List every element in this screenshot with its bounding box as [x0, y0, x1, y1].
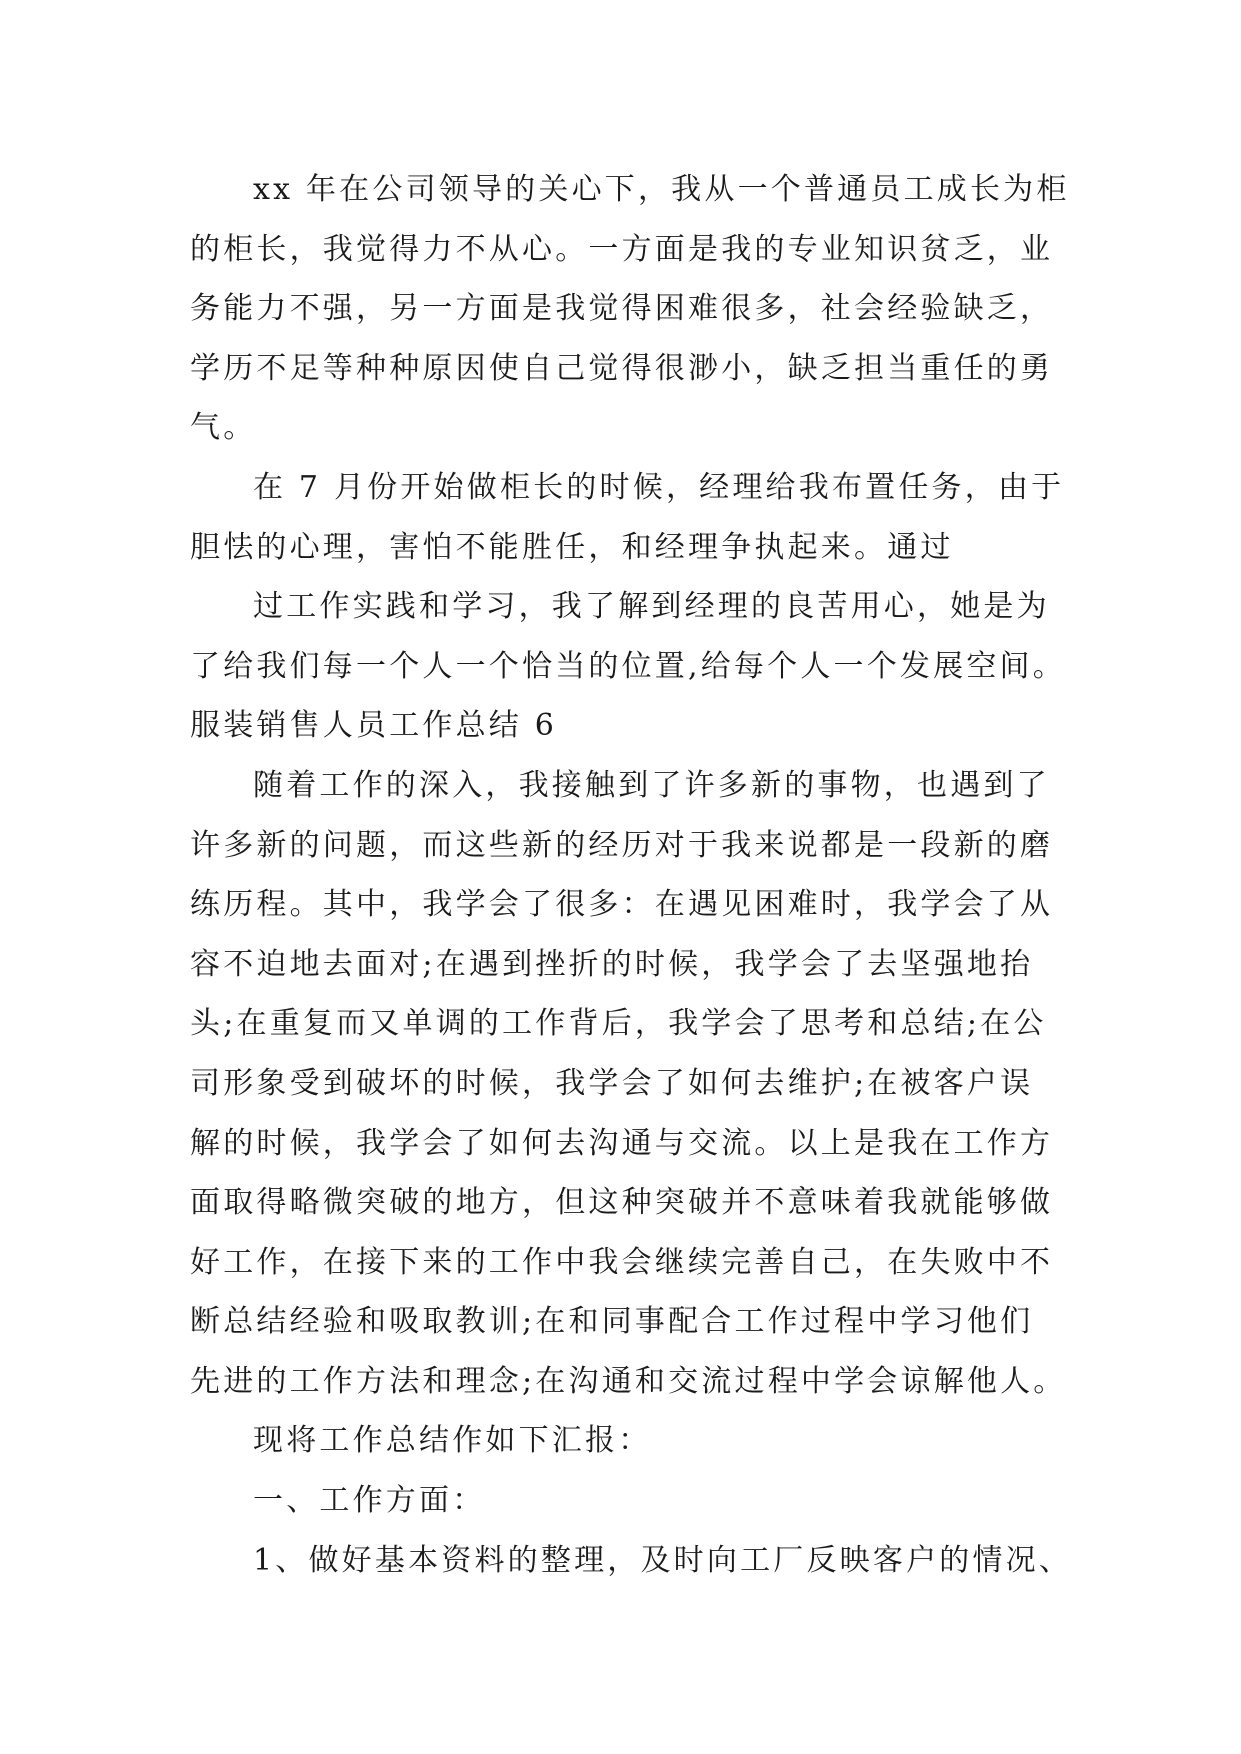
text-line: 现将工作总结作如下汇报：	[253, 1423, 652, 1459]
text-line: 在 7 月份开始做柜长的时候，经理给我布置任务，由于	[253, 469, 1065, 505]
document-body	[190, 160, 1073, 1590]
text-line: 容不迫地去面对;在遇到挫折的时候，我学会了去坚强地抬	[190, 946, 1034, 982]
text-line: 解的时候，我学会了如何去沟通与交流。以上是我在工作方	[190, 1125, 1054, 1161]
text-line: 气。	[190, 410, 257, 446]
text-line: 学历不足等种种原因使自己觉得很渺小，缺乏担当重任的勇	[190, 350, 1054, 386]
text-line: 胆怯的心理，害怕不能胜任，和经理争执起来。通过	[190, 529, 954, 565]
text-line: 了给我们每一个人一个恰当的位置,给每个人一个发展空间。	[190, 648, 1066, 684]
text-line: xx 年在公司领导的关心下，我从一个普通员工成长为柜	[253, 172, 1070, 207]
text-line: 一、工作方面：	[253, 1483, 486, 1519]
text-line: 随着工作的深入，我接触到了许多新的事物，也遇到了	[253, 767, 1050, 803]
section-heading: 服装销售人员工作总结 6	[190, 708, 558, 744]
text-line: 1、做好基本资料的整理，及时向工厂反映客户的情况、	[253, 1542, 1073, 1578]
text-line: 务能力不强，另一方面是我觉得困难很多，社会经验缺乏，	[190, 291, 1054, 327]
text-line: 断总结经验和吸取教训;在和同事配合工作过程中学习他们	[190, 1304, 1034, 1340]
text-line: 的柜长，我觉得力不从心。一方面是我的专业知识贫乏，业	[190, 231, 1054, 267]
text-line: 头;在重复而又单调的工作背后，我学会了思考和总结;在公	[190, 1006, 1047, 1042]
text-line: 过工作实践和学习，我了解到经理的良苦用心，她是为	[253, 589, 1050, 625]
text-line: 面取得略微突破的地方，但这种突破并不意味着我就能够做	[190, 1185, 1054, 1221]
text-line: 司形象受到破坏的时候，我学会了如何去维护;在被客户误	[190, 1065, 1034, 1101]
text-line: 许多新的问题，而这些新的经历对于我来说都是一段新的磨	[190, 827, 1054, 863]
text-line: 好工作，在接下来的工作中我会继续完善自己，在失败中不	[190, 1244, 1054, 1280]
text-line: 练历程。其中，我学会了很多：在遇见困难时，我学会了从	[190, 887, 1054, 923]
text-line: 先进的工作方法和理念;在沟通和交流过程中学会谅解他人。	[190, 1363, 1067, 1399]
